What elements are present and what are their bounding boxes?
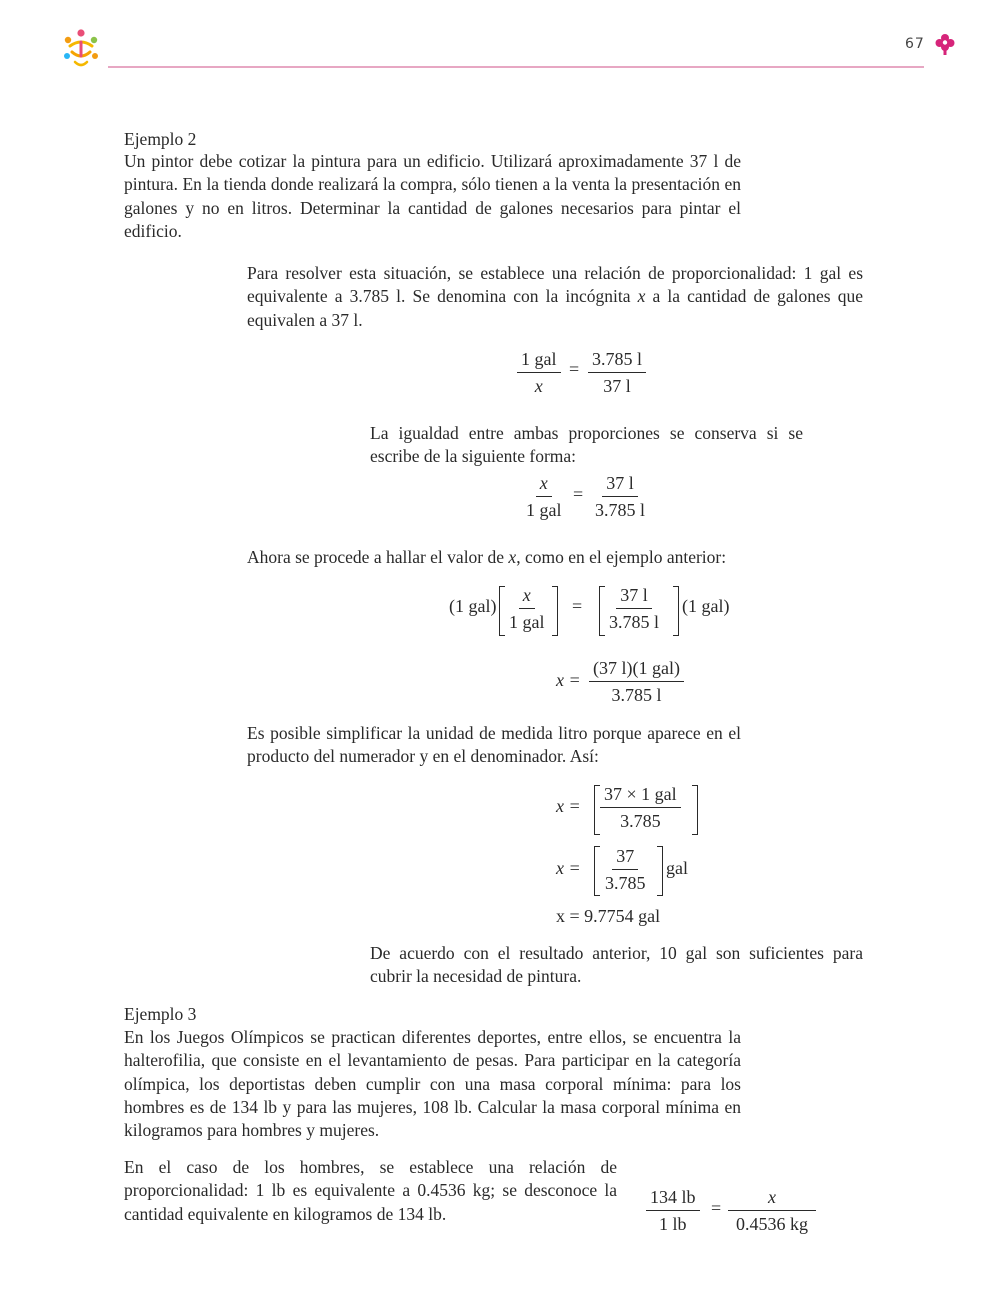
eq6-bracket-close: [657, 846, 663, 896]
example-2-paragraph-4: Es posible simplificar la unidad de medida litro porque aparece en el producto del numerador y en el denominador. Así:: [247, 723, 741, 767]
eq2-equals: =: [573, 484, 584, 504]
ex3-eq1-left-denominator: 1 lb: [659, 1214, 687, 1234]
eq5-fraction: [600, 783, 681, 832]
pink-flower-ornament-icon: [934, 32, 956, 56]
eq3-left-numerator: x: [519, 584, 535, 609]
eq6-bracket-open: [594, 846, 600, 896]
eq3-right-numerator: 37 l: [616, 584, 652, 609]
eq2-right-fraction: [591, 472, 649, 521]
eq6-denominator: 3.785: [605, 873, 646, 893]
eq1-equals: =: [569, 359, 580, 379]
ex3-eq1-right-numerator: x: [728, 1186, 816, 1211]
eq1-left-numerator: 1 gal: [517, 348, 561, 373]
ex3-eq1-right-fraction: [728, 1186, 816, 1235]
eq3-left-factor: (1 gal): [449, 596, 497, 616]
example-3-title: Ejemplo 3: [124, 1004, 197, 1024]
ex3-eq1-right-denominator: 0.4536 kg: [736, 1214, 808, 1234]
eq3-left-fraction: [505, 584, 549, 633]
eq7-result: x = 9.7754 gal: [556, 906, 661, 926]
example-3-statement: En los Juegos Olímpicos se practican diferentes deportes, entre ellos, se encuentra la halterofilia, que consiste en el levantamiento de pesas. Para participar en la categoría olímpica, los deportistas deben cumplir con una masa corporal mínima: para los hombres es de 134 lb y para las mujeres, 108 lb. Calcular la masa corporal mínima en kilogramos para hombres y mujeres.: [124, 1027, 741, 1141]
eq5-lhs: x =: [556, 796, 581, 816]
eq1-right-denominator: 37 l: [603, 376, 631, 396]
eq6-numerator: 37: [612, 845, 638, 870]
ex3-eq1-left-numerator: 134 lb: [646, 1186, 700, 1211]
eq5-numerator: 37 × 1 gal: [600, 783, 681, 808]
example-2-paragraph-3: Ahora se procede a hallar el valor de x, como en el ejemplo anterior:: [247, 547, 727, 567]
example-3-paragraph-1: En el caso de los hombres, se establece una relación de proporcionalidad: 1 lb es equivalente a 0.4536 kg; se desconoce la cantidad equivalente en kilogramos de 134 lb.: [124, 1157, 617, 1224]
stylized-figures-logo-icon: [58, 26, 104, 72]
eq5-denominator: 3.785: [620, 811, 661, 831]
eq2-right-denominator: 3.785 l: [595, 500, 646, 520]
eq3-right-bracket-close: [673, 586, 679, 636]
eq6-fraction: [601, 845, 650, 894]
example-2-conclusion: De acuerdo con el resultado anterior, 10 gal son suficientes para cubrir la necesidad de pintura.: [370, 943, 863, 987]
example-2-statement: Un pintor debe cotizar la pintura para un edificio. Utilizará aproximadamente 37 l de pintura. En la tienda donde realizará la compra, sólo tienen a la venta la presentación en galones y no en litros. Determinar la cantidad de galones necesarios para pintar el edificio.: [124, 151, 741, 241]
eq4-fraction: [589, 657, 684, 706]
eq1-right-numerator: 3.785 l: [588, 348, 646, 373]
eq6-unit: gal: [666, 858, 688, 878]
example-2-title: Ejemplo 2: [124, 129, 197, 149]
eq3-left-denominator: 1 gal: [509, 612, 545, 632]
header-rule: [108, 66, 924, 68]
eq6-lhs: x =: [556, 858, 581, 878]
eq2-left-fraction: [522, 472, 566, 521]
eq1-left-fraction: [517, 348, 561, 397]
eq3-right-fraction: [605, 584, 663, 633]
eq2-right-numerator: 37 l: [602, 472, 638, 497]
example-2-paragraph-1: Para resolver esta situación, se establece una relación de proporcionalidad: 1 gal es equivalente a 3.785 l. Se denomina con la incógnita x a la cantidad de galones que equivalen a 37 l.: [247, 263, 863, 330]
eq3-right-denominator: 3.785 l: [609, 612, 660, 632]
example-2-paragraph-2: La igualdad entre ambas proporciones se conserva si se escribe de la siguiente forma:: [370, 423, 803, 467]
eq2-left-numerator: x: [536, 472, 552, 497]
eq3-left-bracket-close: [552, 586, 558, 636]
ex3-eq1-equals: =: [711, 1198, 722, 1218]
eq4-denominator: 3.785 l: [611, 685, 662, 705]
eq1-right-fraction: [588, 348, 646, 397]
eq4-numerator: (37 l)(1 gal): [589, 657, 684, 682]
eq1-left-denominator: x: [534, 376, 543, 396]
eq3-equals: =: [572, 596, 583, 616]
page-number: 67: [905, 36, 925, 52]
ex3-eq1-left-fraction: [646, 1186, 700, 1235]
eq4-lhs: x =: [556, 670, 581, 690]
eq2-left-denominator: 1 gal: [526, 500, 562, 520]
eq5-bracket-close: [692, 785, 698, 835]
eq3-right-factor: (1 gal): [682, 596, 730, 616]
